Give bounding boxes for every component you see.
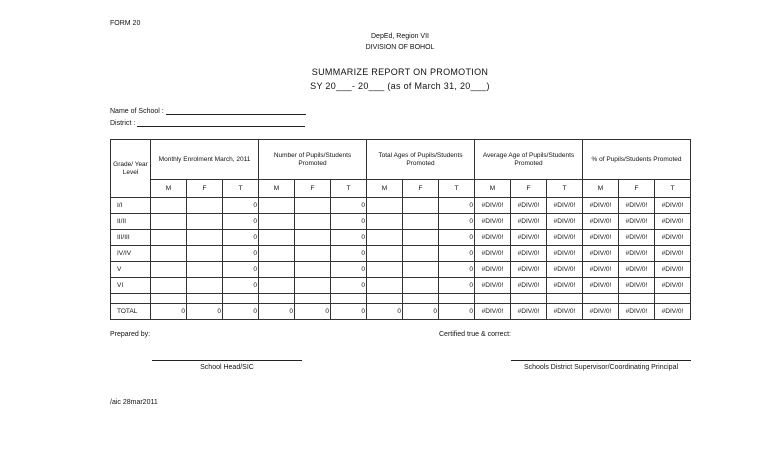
table-row <box>111 230 691 246</box>
blank-cell[interactable] <box>439 294 475 304</box>
data-cell[interactable]: #DIV/0! <box>475 246 511 262</box>
data-cell[interactable]: 0 <box>223 278 259 294</box>
subheader-t: T <box>223 180 259 198</box>
data-cell[interactable]: #DIV/0! <box>583 262 619 278</box>
grade-cell: TOTAL <box>111 304 151 320</box>
data-cell[interactable] <box>367 278 403 294</box>
average-age-header: Average Age of Pupils/Students Promoted <box>475 140 583 180</box>
blank-row <box>111 294 691 304</box>
data-cell[interactable] <box>259 230 295 246</box>
total-row <box>111 304 691 320</box>
school-head-signature-line <box>152 360 302 361</box>
table-row <box>111 198 691 214</box>
school-name-field[interactable] <box>166 106 306 115</box>
subheader-t: T <box>655 180 691 198</box>
data-cell[interactable]: 0 <box>331 246 367 262</box>
certified-label: Certified true & correct: <box>439 331 511 338</box>
data-cell[interactable]: #DIV/0! <box>619 198 655 214</box>
data-cell[interactable]: #DIV/0! <box>655 214 691 230</box>
data-cell[interactable] <box>295 278 331 294</box>
data-cell[interactable]: 0 <box>223 304 259 320</box>
data-cell[interactable] <box>403 198 439 214</box>
grade-cell: III/III <box>111 230 151 246</box>
data-cell[interactable] <box>259 198 295 214</box>
division-line: DIVISION OF BOHOL <box>365 44 435 51</box>
form-number: FORM 20 <box>110 20 141 27</box>
data-cell[interactable] <box>259 278 295 294</box>
blank-cell[interactable] <box>403 294 439 304</box>
table-row <box>111 262 691 278</box>
enrolment-header: Monthly Enrolment March, 2011 <box>151 140 259 180</box>
data-cell[interactable] <box>187 278 223 294</box>
data-cell[interactable]: #DIV/0! <box>619 230 655 246</box>
data-cell[interactable] <box>295 198 331 214</box>
data-cell[interactable]: #DIV/0! <box>475 304 511 320</box>
data-cell[interactable]: 0 <box>439 198 475 214</box>
grade-cell: II/II <box>111 214 151 230</box>
data-cell[interactable]: #DIV/0! <box>655 246 691 262</box>
data-cell[interactable]: #DIV/0! <box>619 278 655 294</box>
data-cell[interactable]: #DIV/0! <box>511 304 547 320</box>
data-cell[interactable]: #DIV/0! <box>655 262 691 278</box>
district-row <box>110 118 305 127</box>
data-cell[interactable]: #DIV/0! <box>547 230 583 246</box>
data-cell[interactable]: #DIV/0! <box>583 214 619 230</box>
data-cell[interactable]: #DIV/0! <box>583 246 619 262</box>
data-cell[interactable] <box>151 262 187 278</box>
school-head-title: School Head/SIC <box>200 364 254 371</box>
data-cell[interactable]: 0 <box>367 304 403 320</box>
promotion-table <box>110 139 691 320</box>
data-cell[interactable]: #DIV/0! <box>547 278 583 294</box>
data-cell[interactable]: #DIV/0! <box>619 246 655 262</box>
data-cell[interactable] <box>367 198 403 214</box>
data-cell[interactable]: #DIV/0! <box>475 262 511 278</box>
data-cell[interactable]: #DIV/0! <box>511 198 547 214</box>
data-cell[interactable] <box>403 214 439 230</box>
data-cell[interactable]: #DIV/0! <box>619 214 655 230</box>
data-cell[interactable]: 0 <box>223 262 259 278</box>
data-cell[interactable]: #DIV/0! <box>619 304 655 320</box>
grade-cell: V <box>111 262 151 278</box>
data-cell[interactable]: #DIV/0! <box>655 198 691 214</box>
data-cell[interactable] <box>187 214 223 230</box>
subheader-f: F <box>511 180 547 198</box>
data-cell[interactable]: 0 <box>331 214 367 230</box>
subheader-m: M <box>367 180 403 198</box>
percent-promoted-header: % of Pupils/Students Promoted <box>583 140 691 180</box>
data-cell[interactable]: #DIV/0! <box>583 278 619 294</box>
district-label: District : <box>110 120 136 127</box>
data-cell[interactable] <box>187 230 223 246</box>
blank-cell[interactable] <box>295 294 331 304</box>
data-cell[interactable]: #DIV/0! <box>655 230 691 246</box>
district-field[interactable] <box>137 118 305 127</box>
blank-cell[interactable] <box>331 294 367 304</box>
blank-cell[interactable] <box>475 294 511 304</box>
data-cell[interactable] <box>259 262 295 278</box>
data-cell[interactable]: 0 <box>331 262 367 278</box>
grade-cell: I/I <box>111 198 151 214</box>
data-cell[interactable]: 0 <box>331 230 367 246</box>
data-cell[interactable]: 0 <box>439 230 475 246</box>
total-ages-header: Total Ages of Pupils/Students Promoted <box>367 140 475 180</box>
data-cell[interactable] <box>367 246 403 262</box>
prepared-by-label: Prepared by: <box>110 331 151 338</box>
data-cell[interactable]: #DIV/0! <box>547 262 583 278</box>
school-year-line: SY 20___- 20___ (as of March 31, 20___) <box>310 81 490 91</box>
data-cell[interactable] <box>151 278 187 294</box>
data-cell[interactable]: 0 <box>331 198 367 214</box>
data-cell[interactable]: 0 <box>223 198 259 214</box>
data-cell[interactable]: 0 <box>403 304 439 320</box>
data-cell[interactable]: #DIV/0! <box>511 230 547 246</box>
data-cell[interactable] <box>367 214 403 230</box>
subheader-f: F <box>403 180 439 198</box>
supervisor-signature-line <box>511 360 691 361</box>
data-cell[interactable]: 0 <box>439 278 475 294</box>
data-cell[interactable]: #DIV/0! <box>583 198 619 214</box>
subheader-f: F <box>295 180 331 198</box>
data-cell[interactable]: #DIV/0! <box>475 198 511 214</box>
data-cell[interactable] <box>403 262 439 278</box>
table-row <box>111 278 691 294</box>
data-cell[interactable]: #DIV/0! <box>511 214 547 230</box>
subheader-f: F <box>619 180 655 198</box>
data-cell[interactable] <box>259 246 295 262</box>
data-cell[interactable]: #DIV/0! <box>583 304 619 320</box>
data-cell[interactable] <box>259 214 295 230</box>
data-cell[interactable]: #DIV/0! <box>547 214 583 230</box>
subheader-f: F <box>187 180 223 198</box>
header-row-mft <box>111 180 691 198</box>
subheader-t: T <box>547 180 583 198</box>
school-name-label: Name of School : <box>110 108 164 115</box>
data-cell[interactable]: #DIV/0! <box>475 214 511 230</box>
data-cell[interactable]: 0 <box>439 262 475 278</box>
data-cell[interactable]: 0 <box>259 304 295 320</box>
header-row-groups <box>111 140 691 180</box>
report-title: SUMMARIZE REPORT ON PROMOTION <box>311 67 489 77</box>
data-cell[interactable]: #DIV/0! <box>655 278 691 294</box>
data-cell[interactable]: #DIV/0! <box>583 230 619 246</box>
blank-cell[interactable] <box>511 294 547 304</box>
data-cell[interactable]: #DIV/0! <box>547 304 583 320</box>
blank-cell[interactable] <box>187 294 223 304</box>
data-cell[interactable] <box>187 246 223 262</box>
subheader-m: M <box>583 180 619 198</box>
blank-cell[interactable] <box>259 294 295 304</box>
school-name-row <box>110 106 306 115</box>
data-cell[interactable]: 0 <box>187 304 223 320</box>
data-cell[interactable]: 0 <box>223 230 259 246</box>
subheader-t: T <box>439 180 475 198</box>
data-cell[interactable] <box>295 214 331 230</box>
supervisor-title: Schools District Supervisor/Coordinating Principal <box>523 364 679 371</box>
blank-cell[interactable] <box>111 294 151 304</box>
data-cell[interactable] <box>403 246 439 262</box>
data-cell[interactable] <box>151 230 187 246</box>
blank-cell[interactable] <box>583 294 619 304</box>
data-cell[interactable]: 0 <box>223 246 259 262</box>
subheader-t: T <box>331 180 367 198</box>
blank-cell[interactable] <box>655 294 691 304</box>
blank-cell[interactable] <box>151 294 187 304</box>
data-cell[interactable] <box>187 262 223 278</box>
data-cell[interactable]: #DIV/0! <box>475 230 511 246</box>
data-cell[interactable]: 0 <box>295 304 331 320</box>
blank-cell[interactable] <box>223 294 259 304</box>
data-cell[interactable]: 0 <box>331 278 367 294</box>
data-cell[interactable]: #DIV/0! <box>511 246 547 262</box>
data-cell[interactable] <box>295 262 331 278</box>
promoted-count-header: Number of Pupils/Students Promoted <box>259 140 367 180</box>
data-cell[interactable] <box>367 262 403 278</box>
data-cell[interactable]: #DIV/0! <box>511 278 547 294</box>
data-cell[interactable] <box>151 198 187 214</box>
data-cell[interactable]: 0 <box>439 214 475 230</box>
data-cell[interactable]: #DIV/0! <box>619 262 655 278</box>
grade-header: Grade/ Year Level <box>111 140 151 198</box>
grade-cell: IV/IV <box>111 246 151 262</box>
document-code: /aic 28mar2011 <box>110 399 158 406</box>
subheader-m: M <box>151 180 187 198</box>
blank-cell[interactable] <box>367 294 403 304</box>
data-cell[interactable]: 0 <box>439 246 475 262</box>
data-cell[interactable] <box>367 230 403 246</box>
agency-line: DepEd, Region VII <box>371 33 429 40</box>
table-row <box>111 214 691 230</box>
data-cell[interactable]: #DIV/0! <box>475 278 511 294</box>
data-cell[interactable] <box>403 230 439 246</box>
data-cell[interactable]: #DIV/0! <box>655 304 691 320</box>
data-cell[interactable]: 0 <box>223 214 259 230</box>
data-cell[interactable] <box>187 198 223 214</box>
data-cell[interactable]: 0 <box>439 304 475 320</box>
data-cell[interactable] <box>295 246 331 262</box>
data-cell[interactable] <box>295 230 331 246</box>
data-cell[interactable]: #DIV/0! <box>511 262 547 278</box>
table-row <box>111 246 691 262</box>
data-cell[interactable] <box>151 246 187 262</box>
grade-cell: VI <box>111 278 151 294</box>
subheader-m: M <box>259 180 295 198</box>
subheader-m: M <box>475 180 511 198</box>
data-cell[interactable] <box>151 214 187 230</box>
data-cell[interactable]: 0 <box>331 304 367 320</box>
blank-cell[interactable] <box>547 294 583 304</box>
blank-cell[interactable] <box>619 294 655 304</box>
data-cell[interactable] <box>403 278 439 294</box>
data-cell[interactable]: 0 <box>151 304 187 320</box>
data-cell[interactable]: #DIV/0! <box>547 246 583 262</box>
data-cell[interactable]: #DIV/0! <box>547 198 583 214</box>
